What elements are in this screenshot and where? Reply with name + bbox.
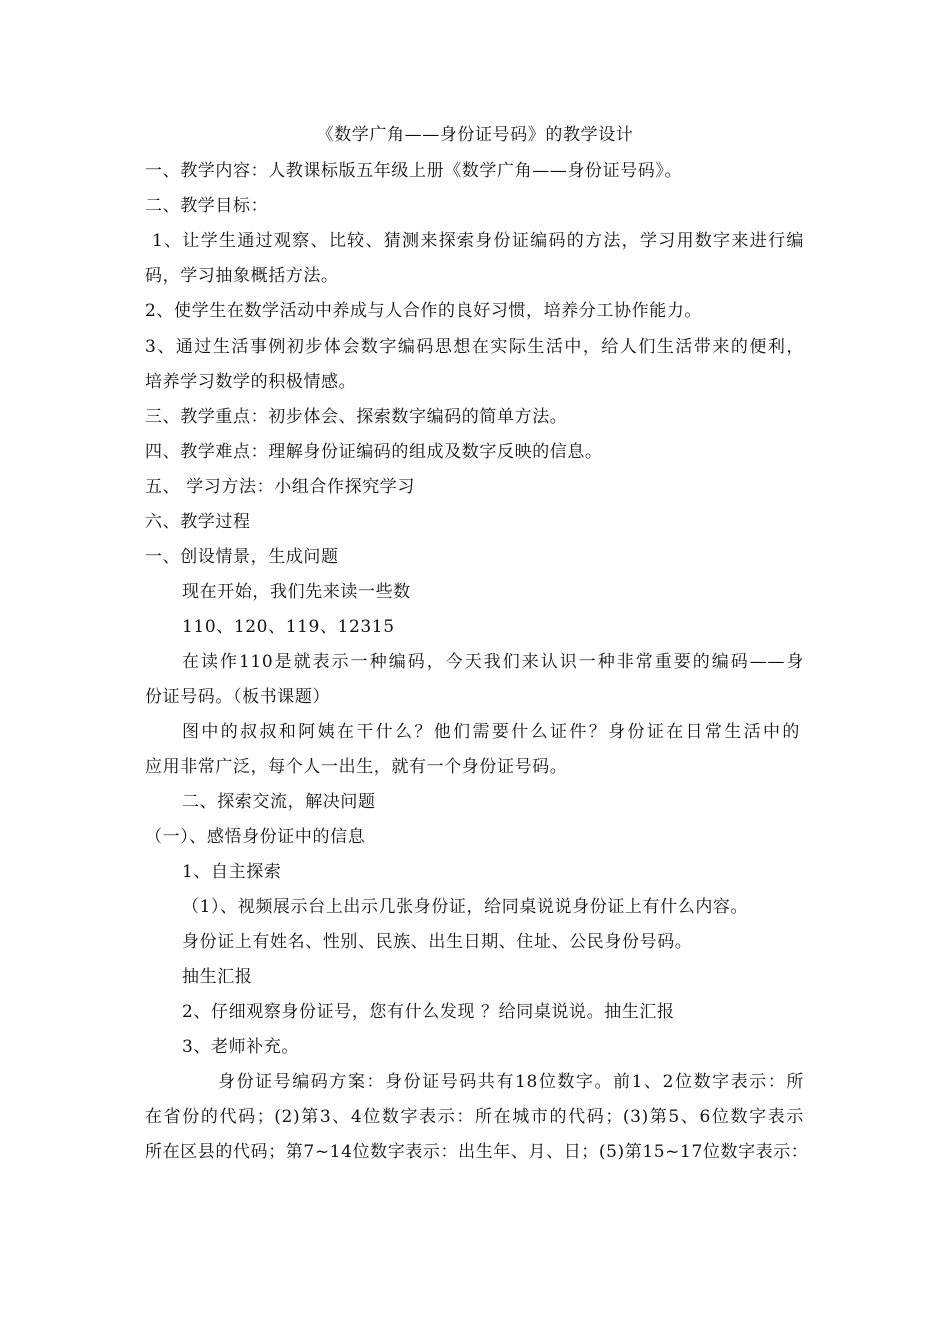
learning-method: 五、 学习方法：小组合作探究学习 xyxy=(145,477,416,497)
paragraph-line: 图中的叔叔和阿姨在干什么？他们需要什么证件？身份证在日常生活中的 xyxy=(182,722,800,742)
paragraph-line: 应用非常广泛，每个人一出生，就有一个身份证号码。 xyxy=(145,757,568,777)
content-line: 一、教学内容：人教课标版五年级上册《数学广角——身份证号码》。 xyxy=(145,161,683,181)
paragraph-line: 身份证上有姓名、性别、民族、出生日期、住址、公民身份号码。 xyxy=(182,932,693,952)
paragraph-line: 在省份的代码；(2)第3、4位数字表示：所在城市的代码；(3)第5、6位数字表示 xyxy=(145,1107,804,1127)
paragraph-line: 现在开始，我们先来读一些数 xyxy=(182,582,411,602)
difficult-points: 四、教学难点：理解身份证编码的组成及数字反映的信息。 xyxy=(145,442,603,462)
document-title: 《数学广角——身份证号码》的教学设计 xyxy=(316,125,634,145)
objective-3-line-1: 3、通过生活事例初步体会数字编码思想在实际生活中，给人们生活带来的便利， xyxy=(145,337,804,357)
paragraph-line: 份证号码。（板书课题） xyxy=(145,687,331,707)
paragraph-line: 在读作110是就表示一种编码，今天我们来认识一种非常重要的编码——身 xyxy=(182,652,804,672)
paragraph-line: （1）、视频展示台上出示几张身份证，给同桌说说身份证上有什么内容。 xyxy=(182,897,749,917)
paragraph-line: 110、120、119、12315 xyxy=(182,617,395,637)
objective-3-line-2: 培养学习数学的积极情感。 xyxy=(145,372,357,392)
paragraph-line: 1、自主探索 xyxy=(182,862,282,882)
paragraph-line: 2、仔细观察身份证号，您有什么发现 ？给同桌说说。抽生汇报 xyxy=(182,1002,675,1022)
objective-2: 2、使学生在数学活动中养成与人合作的良好习惯，培养分工协作能力。 xyxy=(145,301,703,321)
objective-1-line-2: 码，学习抽象概括方法。 xyxy=(145,266,339,286)
key-points: 三、教学重点：初步体会、探索数字编码的简单方法。 xyxy=(145,407,568,427)
objective-1-line-1: 1、让学生通过观察、比较、猜测来探索身份证编码的方法，学习用数字来进行编 xyxy=(152,231,804,251)
paragraph-line: 3、老师补充。 xyxy=(182,1037,300,1057)
section-1-heading: 一、创设情景，生成问题 xyxy=(145,547,339,567)
paragraph-line: 身份证号编码方案：身份证号码共有18位数字。前1、2位数字表示：所 xyxy=(218,1072,804,1092)
section-2-heading: 二、探索交流，解决问题 xyxy=(182,792,376,812)
paragraph-line: 所在区县的代码；第7~14位数字表示：出生年、月、日；(5)第15~17位数字表示： xyxy=(145,1142,809,1162)
objectives-heading: 二、教学目标： xyxy=(145,196,269,216)
subsection-heading: （一）、感悟身份证中的信息 xyxy=(145,827,366,847)
process-heading: 六、教学过程 xyxy=(145,512,251,532)
paragraph-line: 抽生汇报 xyxy=(182,967,253,987)
